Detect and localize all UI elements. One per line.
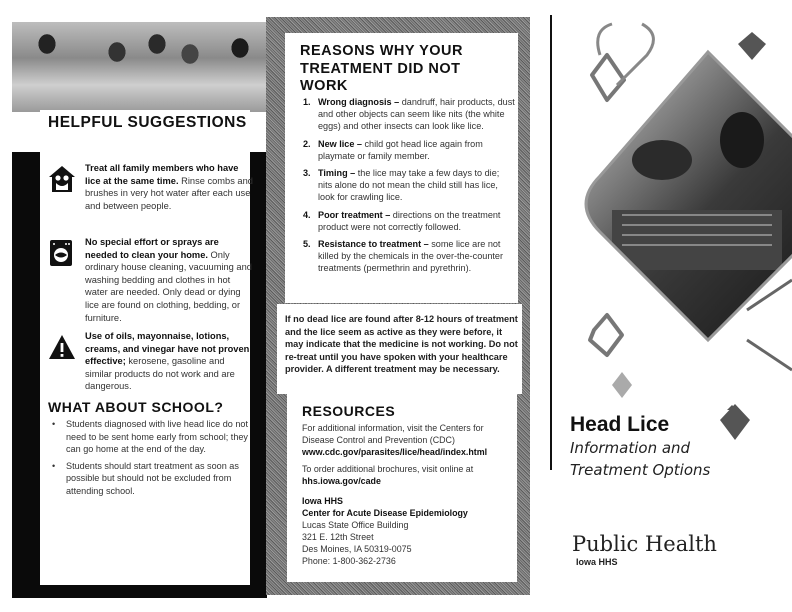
warning-icon <box>47 332 77 362</box>
item-number: 3. <box>303 168 311 179</box>
list-item: • Students should start treatment as soon as possible but should not be excluded from attending school. <box>50 460 248 498</box>
address-line: Lucas State Office Building <box>302 520 409 530</box>
school-list <box>50 418 248 501</box>
cdc-link[interactable]: www.cdc.gov/parasites/lice/head/index.html <box>302 447 488 457</box>
list-item: • Students diagnosed with live head lice do not need to be sent home early from school; they can go home at the end of the day. <box>50 418 248 456</box>
tip-text: kerosene, gasoline and similar products do not work and are dangerous. <box>85 356 235 392</box>
tip-home-remedies <box>47 330 252 400</box>
helpful-suggestions-heading: HELPFUL SUGGESTIONS <box>48 114 247 131</box>
cover-subtitle <box>570 437 770 481</box>
school-heading: WHAT ABOUT SCHOOL? <box>48 399 224 415</box>
item-number: 4. <box>303 209 311 220</box>
tip-text: Only ordinary house cleaning, vacuuming and washing bedding and clothes in hot water are needed. Only dead or dying lice are found on clothing, bedding, or furniture. <box>85 249 252 323</box>
item-bold: Resistance to treatment – <box>318 239 429 250</box>
children-photo <box>12 22 267 112</box>
order-text: To order additional brochures, visit online at <box>302 464 474 474</box>
tip-bold: Use of oils, mayonnaise, lotions, creams, and vinegar have not proven effective; <box>85 331 250 367</box>
list-item <box>303 138 515 162</box>
list-item <box>303 167 515 204</box>
list-item <box>303 209 515 233</box>
cover-subtitle-line: Treatment Options <box>570 461 711 479</box>
item-number: 2. <box>303 138 311 149</box>
logo-subtitle: Iowa HHS <box>576 557 618 567</box>
house-family-icon <box>47 164 77 194</box>
item-bold: Wrong diagnosis – <box>318 97 400 107</box>
hair-check-photo <box>586 52 792 340</box>
address-line: Des Moines, IA 50319-0075 <box>302 544 412 554</box>
cover-subtitle-line: Information and <box>570 439 691 457</box>
tip-bold: Treat all family members who have lice at the same time. <box>85 163 239 186</box>
order-link[interactable]: hhs.iowa.gov/cade <box>302 476 381 486</box>
org-center: Center for Acute Disease Epidemiology <box>302 508 468 518</box>
cover-art <box>552 10 792 410</box>
reasons-heading: REASONS WHY YOUR TREATMENT DID NOT WORK <box>300 43 463 94</box>
reasons-list <box>303 96 515 280</box>
item-bold: New lice – <box>318 138 362 149</box>
retreat-note: If no dead lice are found after 8-12 hours of treatment and the lice seem as active as they were before, it may indicate that the medicine is not working. Do not re-treat until you have spoken with your healthcare provider. A different treatment may be necessary. <box>285 314 518 375</box>
tip-bold: No special effort or sprays are needed to clean your home. <box>85 237 219 260</box>
resources-intro: For additional information, visit the Centers for Disease Control and Prevention (CDC) <box>302 423 484 445</box>
org-name: Iowa HHS <box>302 496 343 506</box>
public-health-logo: Public Health <box>572 532 717 556</box>
tip-treat-family <box>47 162 252 222</box>
item-bold: Poor treatment – <box>318 209 391 220</box>
outline-diamond-icon <box>592 55 624 100</box>
item-number: 5. <box>303 239 311 250</box>
phone-line: Phone: 1-800-362-2736 <box>302 556 396 566</box>
washing-machine-icon <box>47 238 77 268</box>
outline-diamond-icon <box>590 315 622 355</box>
tip-text: Rinse combs and brushes in very hot water after each use and between people. <box>85 175 253 211</box>
address-line: 321 E. 12th Street <box>302 532 374 542</box>
list-item <box>303 96 515 133</box>
cover-title: Head Lice <box>570 413 670 436</box>
item-bold: Timing – <box>318 168 356 179</box>
item-text: some lice are not killed by the chemicals in the over-the-counter treatments (permethrin and pyrethrin). <box>318 239 503 274</box>
item-text: child got head lice again from playmate or family member. <box>318 138 483 161</box>
filled-diamond-icon <box>718 402 752 442</box>
small-diamond-icon <box>612 372 632 398</box>
filled-diamond-icon <box>738 32 766 60</box>
item-text: directions on the treatment product were not correctly followed. <box>318 209 501 232</box>
item-text: the lice may take a few days to die; nits alone do not mean the child still has lice, look for crawling lice. <box>318 168 500 203</box>
resources-body <box>302 422 517 572</box>
item-text: dandruff, hair products, dust and other objects can seem like nits (the white eggs) and other insects can look like lice. <box>318 97 515 132</box>
list-item <box>303 238 515 275</box>
resources-heading: RESOURCES <box>302 403 396 419</box>
item-number: 1. <box>303 97 311 107</box>
tip-clean-home <box>47 236 252 326</box>
